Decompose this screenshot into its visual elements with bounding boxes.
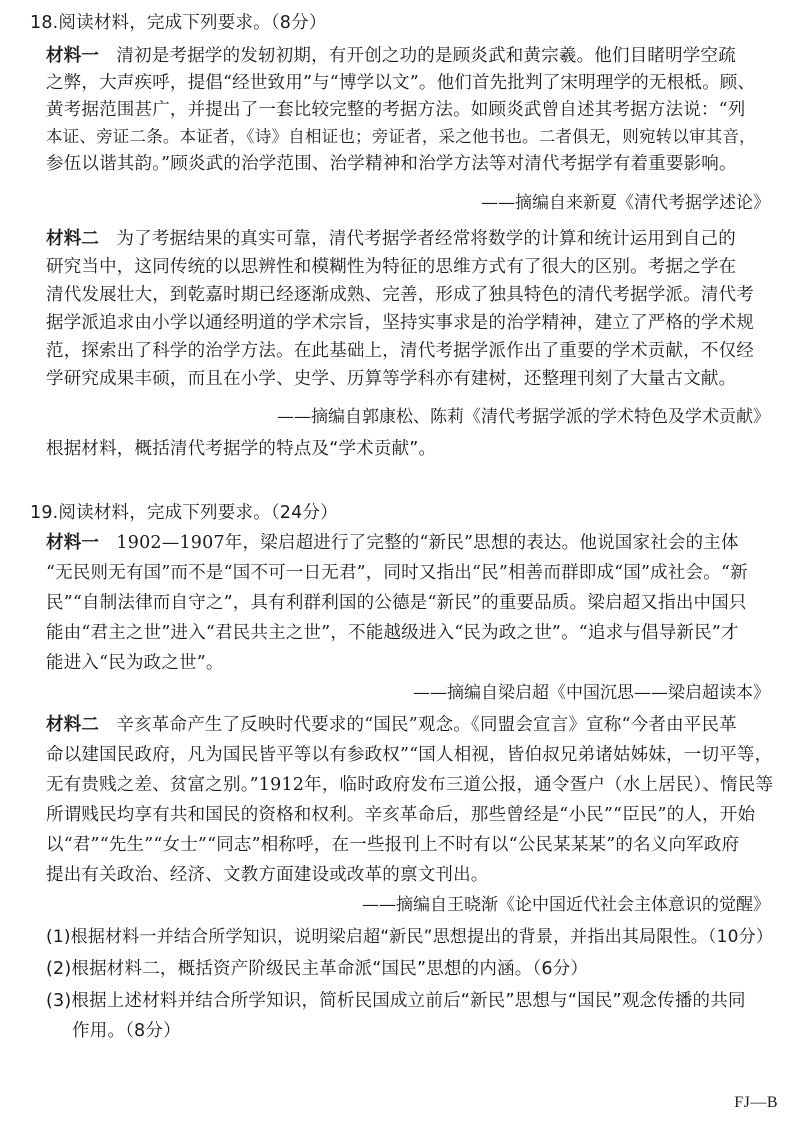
q18-m1-text-4: 参伍以谐其韵。”顾炎武的治学范围、治学精神和治学方法等对清代考据学有着重要影响。 [46, 154, 737, 174]
q18-task: 根据材料，概括清代考据学的特点及“学术贡献”。 [46, 439, 437, 459]
q18-m2-text-4: 范，探索出了科学的治学方法。在此基础上，清代考据学派作出了重要的学术贡献，不仅经 [46, 341, 754, 361]
q19-m2-text-4: 以“君”“先生”“女士”“同志”相称呼，在一些报刊上不时有以“公民某某某”的名义向军政府 [46, 835, 740, 855]
q19-m1-text-3: 能由“君主之世”进入“君民共主之世”，不能越级进入“民为政之世”。“追求与倡导新民”才 [46, 623, 739, 643]
q19-m1-source: ——摘编自梁启超《中国沉思——梁启超读本》 [413, 683, 770, 703]
q18-m2-text-0: 为了考据结果的真实可靠，清代考据学者经常将数学的计算和统计运用到自己的 [116, 229, 736, 249]
q19-m1-text-1: “无民则无有国”而不是“国不可一日无君”，同时又指出“民”相善而群即成“国”成社会。“新 [46, 563, 748, 583]
q19-m2-text-5: 提出有关政治、经济、文教方面建设或改革的禀文刊出。 [46, 865, 489, 885]
q18-m2-text-5: 学研究成果丰硕，而且在小学、史学、历算等学科亦有建树，还整理刊刻了大量古文献。 [46, 369, 737, 389]
q19-m1-text-4: 能进入“民为政之世”。 [46, 653, 224, 673]
q18-m1-text-0: 清初是考据学的发轫初期，有开创之功的是顾炎武和黄宗羲。他们目睹明学空疏 [116, 46, 736, 66]
q19-m2-source: ——摘编自王晓渐《论中国近代社会主体意识的觉醒》 [362, 895, 770, 915]
q19-task-1: (1)根据材料一并结合所学知识，说明梁启超“新民”思想提出的背景，并指出其局限性。（10分） [46, 927, 774, 947]
q19-task-2: (2)根据材料二，概括资产阶级民主革命派“国民”思想的内涵。（6分） [46, 959, 589, 979]
q19-task-3: (3)根据上述材料并结合所学知识，简析民国成立前后“新民”思想与“国民”观念传播的共同 [46, 991, 746, 1011]
q18-material1-line [46, 43, 736, 69]
q18-m2-text-1: 研究当中，这同传统的以思辨性和模糊性为特征的思维方式有了很大的区别。考据之学在 [46, 257, 737, 277]
q18-m1-text-2: 黄考据范围甚广，并提出了一套比较完整的考据方法。如顾炎武曾自述其考据方法说：“列 [46, 100, 746, 120]
q18-m1-text-3: 本证、旁证二条。本证者，《诗》自相证也；旁证者，采之他书也。二者俱无，则宛转以审其音， [46, 127, 756, 146]
q18-material1-label: 材料一 [46, 46, 100, 66]
q18-m2-text-2: 清代发展壮大，到乾嘉时期已经逐渐成熟、完善，形成了独具特色的清代考据学派。清代考 [46, 285, 754, 305]
q18-material2-label: 材料二 [46, 229, 100, 249]
q19-m2-text-1: 命以建国民政府，凡为国民皆平等以有参政权”“国人相视，皆伯叔兄弟诸姑姊妹，一切平等， [46, 745, 773, 765]
q19-m2-text-3: 所谓贱民均享有共和国民的资格和权利。辛亥革命后，那些曾经是“小民”“臣民”的人，开始 [46, 805, 756, 825]
q18-m2-text-3: 据学派追求由小学以通经明道的学术宗旨，坚持实事求是的治学精神，建立了严格的学术规 [46, 313, 754, 333]
q19-title: 19.阅读材料，完成下列要求。（24分） [30, 503, 338, 523]
q19-material1-label: 材料一 [46, 533, 100, 553]
q19-material2-line [46, 712, 737, 738]
q19-m1-text-2: 民”“自制法律而自守之”，具有利群利国的公德是“新民”的重要品质。梁启超又指出中国只 [46, 593, 747, 613]
q19-material2-label: 材料二 [46, 715, 100, 735]
q19-m2-text-0: 辛亥革命产生了反映时代要求的“国民”观念。《同盟会宣言》宣称“今者由平民革 [116, 715, 737, 735]
q18-material2-line [46, 226, 736, 252]
page-footer-code: FJ—B [734, 1094, 778, 1111]
q19-material1-line [46, 530, 739, 556]
q18-m1-text-1: 之弊，大声疾呼，提倡“经世致用”与“博学以文”。他们首先批判了宋明理学的无根柢。顾、 [46, 73, 756, 93]
q18-m1-source: ——摘编自来新夏《清代考据学述论》 [481, 193, 770, 213]
q18-m2-source: ——摘编自郭康松、陈莉《清代考据学派的学术特色及学术贡献》 [277, 407, 770, 427]
q19-m1-text-0: 1902—1907年，梁启超进行了完整的“新民”思想的表达。他说国家社会的主体 [116, 533, 739, 553]
q19-m2-text-2: 无有贵贱之差、贫富之别。”1912年，临时政府发布三道公报，通令疍户（水上居民）、惰民等 [46, 775, 774, 795]
q18-title: 18.阅读材料，完成下列要求。（8分） [30, 13, 327, 33]
q19-task-3-continued: 作用。（8分） [72, 1021, 181, 1041]
